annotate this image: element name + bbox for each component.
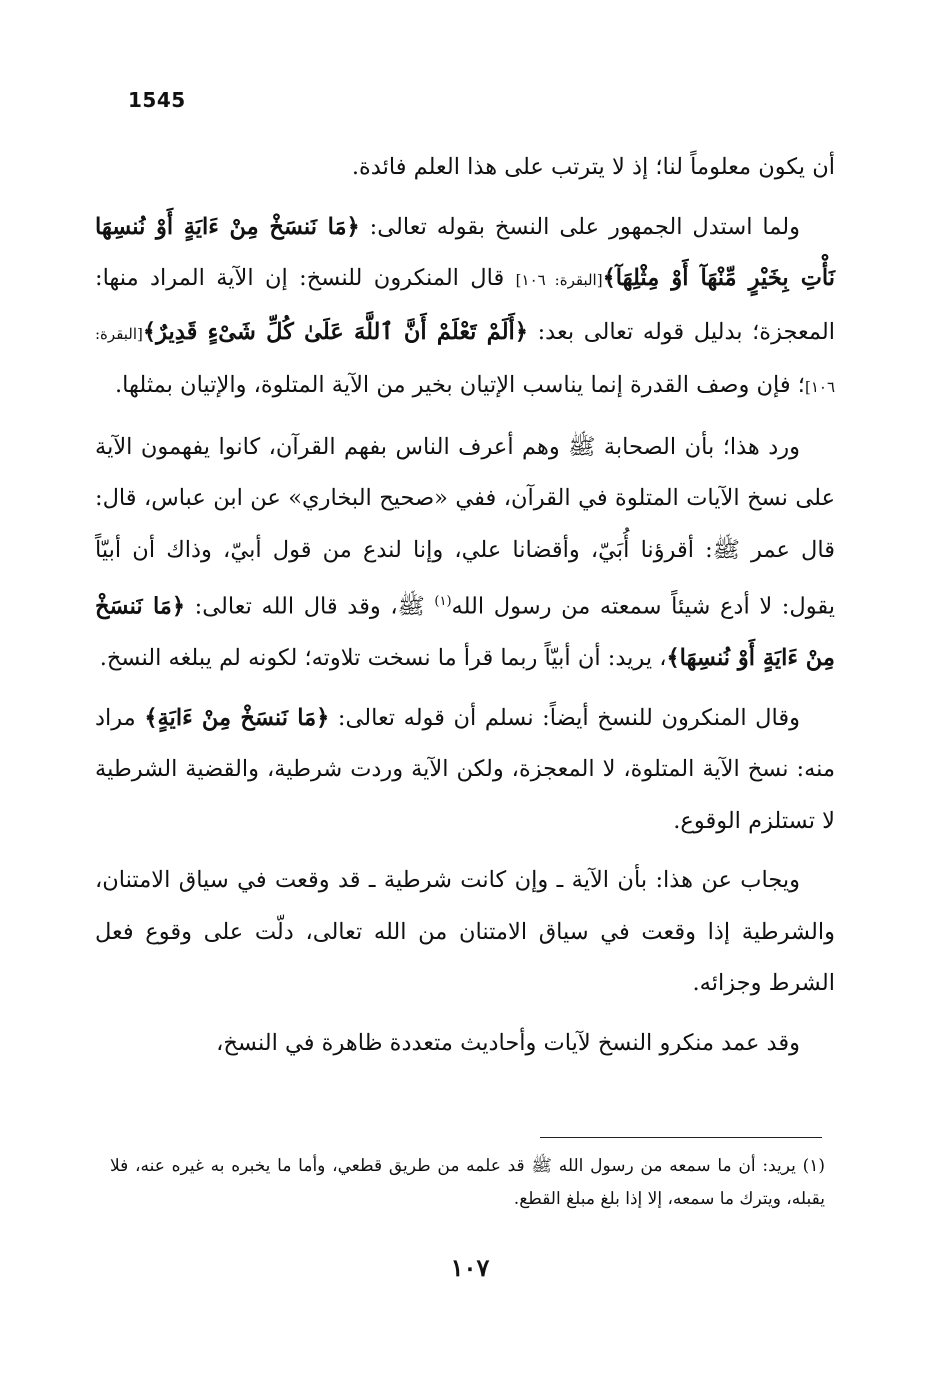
text-run: أن يكون معلوماً لنا؛ إذ لا يترتب على هذا العلم فائدة. [351, 154, 835, 180]
text-run: قال المنكرون للنسخ: إن الآية المراد منها: المعجزة؛ بدليل قوله تعالى بعد: [95, 265, 835, 345]
quran-verse: ﴿أَلَمْ تَعْلَمْ أَنَّ ٱللَّهَ عَلَىٰ كُلِّ شَىْءٍ قَدِيرٌ﴾ [142, 318, 528, 345]
footnote-text: يريد: أن ما سمعه من رسول الله ﷺ قد علمه من طريق قطعي، وأما ما يخبره به غيره عنه، فلا يقبله، ويترك ما سمعه، إلا إذا بلغ مبلغ القطع. [110, 1156, 825, 1209]
text-run: وقد عمد منكرو النسخ لآيات وأحاديث متعددة ظاهرة في النسخ، [216, 1029, 800, 1056]
paragraph-3 [95, 422, 835, 685]
verse-reference: [البقرة: ١٠٦] [95, 324, 835, 396]
text-run: وقال المنكرون للنسخ أيضاً: نسلم أن قوله تعالى: [329, 704, 800, 731]
text-run: مراد منه: نسخ الآية المتلوة، لا المعجزة، ولكن الآية وردت شرطية، والقضية الشرطية لا تستلزم الوقوع. [95, 704, 835, 834]
paragraph-6 [95, 1018, 835, 1070]
paragraph-2 [95, 202, 835, 414]
paragraph-4 [95, 693, 835, 848]
verse-reference: [البقرة: ١٠٦] [515, 271, 603, 289]
text-run: ، يريد: أن أبيّاً ربما قرأ ما نسخت تلاوته؛ لكونه لم يبلغه النسخ. [99, 645, 667, 671]
footnote [110, 1150, 825, 1216]
main-text [95, 142, 835, 1077]
quran-verse: ﴿مَا نَنسَخْ مِنْ ءَايَةٍ أَوْ نُنسِهَا نَأْتِ بِخَيْرٍ مِّنْهَآ أَوْ مِثْلِهَآ﴾ [95, 213, 835, 291]
text-run: ﷺ، وقد قال الله تعالى: [185, 593, 435, 620]
text-run: ولما استدل الجمهور على النسخ بقوله تعالى: [359, 213, 800, 240]
text-run: ويجاب عن هذا: بأن الآية ـ وإن كانت شرطية ـ قد وقعت في سياق الامتنان، والشرطية إذا وقعت في سياق الامتنان من الله تعالى، دلّت على وقوع فعل الشرط وجزائه. [95, 867, 835, 996]
page-number-bottom: ١٠٧ [450, 1253, 490, 1282]
text-run: ؛ فإن وصف القدرة إنما يناسب الإتيان بخير من الآية المتلوة، والإتيان بمثلها. [115, 372, 805, 398]
paragraph-1 [95, 142, 835, 194]
footnote-ref: (١) [434, 594, 452, 609]
text-run: ورد هذا؛ بأن الصحابة ﷺ وهم أعرف الناس بفهم القرآن، كانوا يفهمون الآية على نسخ الآيات المتلوة في القرآن، ففي «صحيح البخاري» عن ابن عباس، قال: قال عمر ﷺ: أقرؤنا أُبَيّ، وأقضانا علي، وإنا لندع من قول أبيّ، وذاك أن أبيّاً يقول: لا أدع شيئاً سمعته من رسول الله [95, 433, 835, 620]
footnote-1 [110, 1150, 825, 1216]
footnote-separator [540, 1137, 822, 1138]
quran-verse: ﴿مَا نَنسَخْ مِنْ ءَايَةٍ﴾ [144, 704, 330, 731]
page-number-top: 1545 [128, 88, 186, 112]
footnote-marker: (١) [802, 1156, 826, 1176]
quran-verse: ﴿مَا نَنسَخْ مِنْ ءَايَةٍ أَوْ نُنسِهَا﴾ [95, 593, 835, 671]
paragraph-5 [95, 855, 835, 1010]
